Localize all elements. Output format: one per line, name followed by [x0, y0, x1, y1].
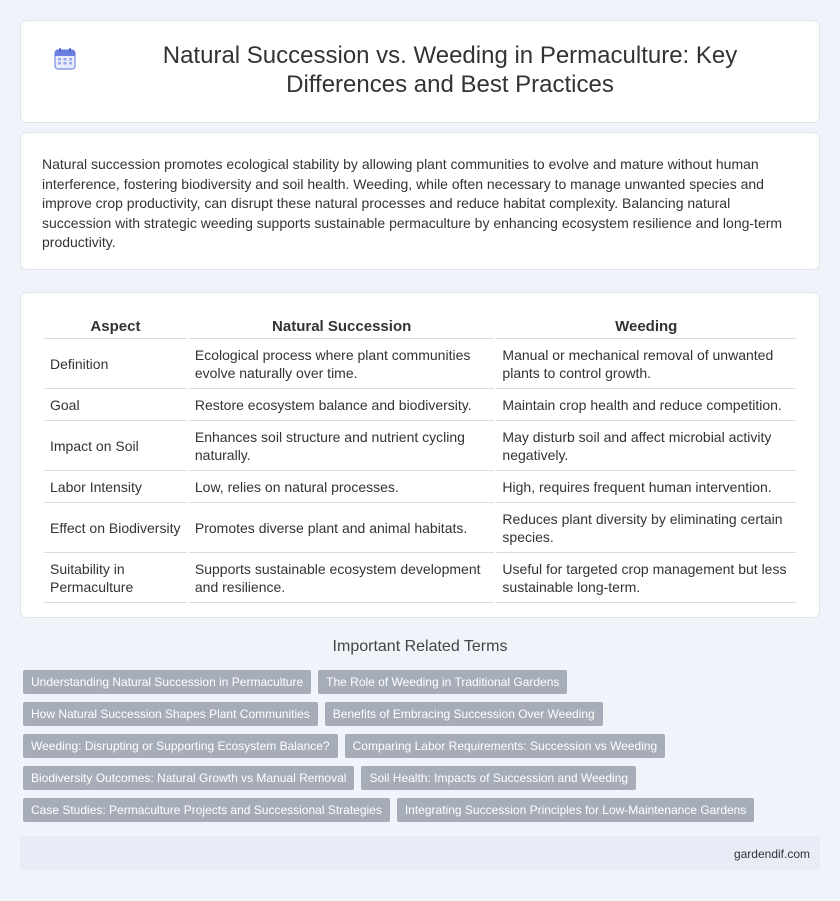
table-cell: High, requires frequent human intervention. — [496, 471, 796, 503]
table-cell-aspect: Labor Intensity — [44, 471, 187, 503]
comparison-table-card — [20, 292, 820, 618]
table-header-row — [44, 315, 796, 339]
table-cell: Reduces plant diversity by eliminating certain species. — [496, 503, 796, 553]
table-row — [44, 503, 796, 553]
table-cell: Restore ecosystem balance and biodiversity. — [189, 389, 495, 421]
tag-row — [23, 766, 803, 790]
tag-row — [23, 702, 803, 726]
table-cell: Supports sustainable ecosystem development and resilience. — [189, 553, 495, 603]
related-terms-title: Important Related Terms — [332, 638, 508, 655]
table-cell: Ecological process where plant communities evolve naturally over time. — [189, 339, 495, 389]
table-row — [44, 553, 796, 603]
table-cell: Promotes diverse plant and animal habitats. — [189, 503, 495, 553]
tag-row — [23, 670, 803, 694]
table-cell-aspect: Impact on Soil — [44, 421, 187, 471]
table-cell: May disturb soil and affect microbial activity negatively. — [496, 421, 796, 471]
table-cell-aspect: Suitability in Permaculture — [44, 553, 187, 603]
table-cell-aspect: Definition — [44, 339, 187, 389]
page-title: Natural Succession vs. Weeding in Permaculture: Key Differences and Best Practices — [162, 42, 738, 98]
table-row — [44, 389, 796, 421]
table-cell-aspect: Goal — [44, 389, 187, 421]
header-weeding: Weeding — [496, 315, 796, 339]
table-cell: Low, relies on natural processes. — [189, 471, 495, 503]
related-term-tag[interactable]: The Role of Weeding in Traditional Gardens — [318, 670, 567, 694]
intro-card — [20, 132, 820, 270]
related-term-tag[interactable]: Comparing Labor Requirements: Succession vs Weeding — [345, 734, 666, 758]
related-term-tag[interactable]: Integrating Succession Principles for Low-Maintenance Gardens — [397, 798, 755, 822]
table-row — [44, 339, 796, 389]
table-row — [44, 471, 796, 503]
header-natural-succession: Natural Succession — [189, 315, 495, 339]
footer-site-link[interactable]: gardendif.com — [733, 847, 810, 861]
table-cell: Maintain crop health and reduce competition. — [496, 389, 796, 421]
header-card — [20, 20, 820, 123]
table-row — [44, 421, 796, 471]
related-term-tag[interactable]: Understanding Natural Succession in Permaculture — [23, 670, 311, 694]
comparison-table — [42, 315, 798, 603]
related-terms-tags — [23, 670, 803, 830]
related-term-tag[interactable]: Benefits of Embracing Succession Over Weeding — [325, 702, 603, 726]
table-cell: Useful for targeted crop management but less sustainable long-term. — [496, 553, 796, 603]
table-cell: Enhances soil structure and nutrient cycling naturally. — [189, 421, 495, 471]
related-term-tag[interactable]: Weeding: Disrupting or Supporting Ecosystem Balance? — [23, 734, 338, 758]
table-cell-aspect: Effect on Biodiversity — [44, 503, 187, 553]
related-term-tag[interactable]: Biodiversity Outcomes: Natural Growth vs Manual Removal — [23, 766, 354, 790]
related-term-tag[interactable]: Soil Health: Impacts of Succession and Weeding — [361, 766, 636, 790]
tag-row — [23, 734, 803, 758]
table-cell: Manual or mechanical removal of unwanted plants to control growth. — [496, 339, 796, 389]
intro-paragraph: Natural succession promotes ecological stability by allowing plant communities to evolve and mature without human interference, fostering biodiversity and soil health. Weeding, while often necessary to manage unwanted species and improve crop productivity, can disrupt these natural processes and reduce habitat complexity. Balancing natural succession with strategic weeding supports sustainable permaculture by enhancing ecosystem resilience and long-term productivity. — [42, 156, 783, 250]
footer — [20, 836, 820, 870]
related-term-tag[interactable]: How Natural Succession Shapes Plant Communities — [23, 702, 318, 726]
related-term-tag[interactable]: Case Studies: Permaculture Projects and Successional Strategies — [23, 798, 390, 822]
tag-row — [23, 798, 803, 822]
header-aspect: Aspect — [44, 315, 187, 339]
